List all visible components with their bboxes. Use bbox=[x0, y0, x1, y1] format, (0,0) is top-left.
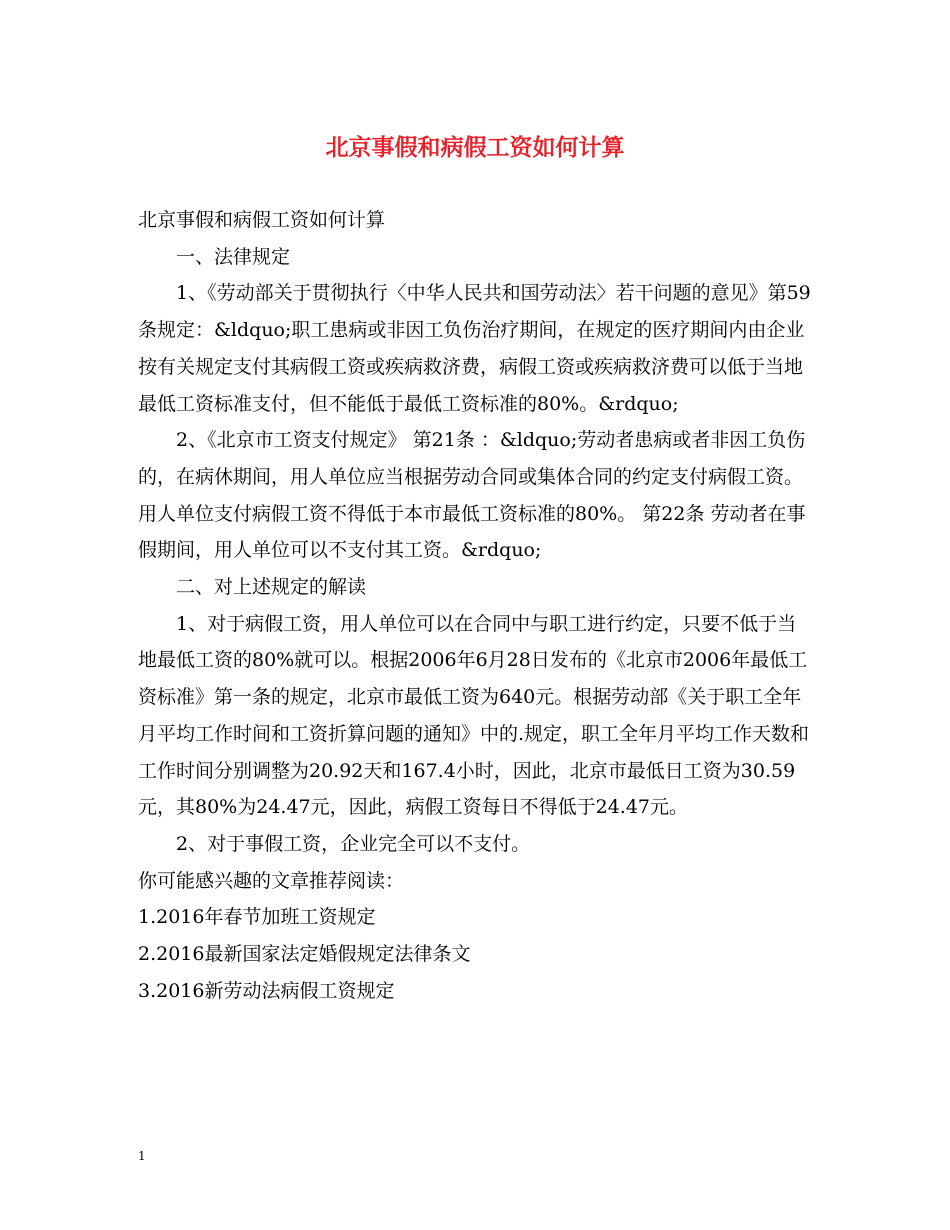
paragraph-beijing-wage-rules: 2、《北京市工资支付规定》 第21条 ：&ldquo;劳动者患病或者非因工负伤的，在病休期间，用人单位应当根据劳动合同或集体合同的约定支付病假工资。用人单位支付病假工资不得低于本市最低工资标准的80%。 第22条 劳动者在事假期间，用人单位可以不支付其工资。&rdquo; bbox=[138, 429, 806, 562]
paragraph-article-59: 1、《劳动部关于贯彻执行〈中华人民共和国劳动法〉若干问题的意见》第59条规定：&ldquo;职工患病或非因工负伤治疗期间，在规定的医疗期间内由企业按有关规定支付其病假工资或疾病救济费，病假工资或疾病救济费可以低于当地最低工资标准支付，但不能低于最低工资标准的80%。&rdquo; bbox=[138, 282, 811, 415]
document-body bbox=[138, 202, 812, 1009]
recommended-link-1[interactable]: 1.2016年春节加班工资规定 bbox=[138, 906, 376, 929]
page-number: 1 bbox=[138, 1149, 146, 1163]
paragraph-personal-leave-wage: 2、对于事假工资，企业完全可以不支付。 bbox=[176, 832, 531, 855]
recommended-reading-heading: 你可能感兴趣的文章推荐阅读： bbox=[138, 869, 405, 892]
section-heading-interpretation: 二、对上述规定的解读 bbox=[176, 576, 367, 599]
section-heading-legal-provisions: 一、法律规定 bbox=[176, 245, 291, 268]
recommended-link-3[interactable]: 3.2016新劳动法病假工资规定 bbox=[138, 979, 395, 1002]
recommended-link-2[interactable]: 2.2016最新国家法定婚假规定法律条文 bbox=[138, 943, 471, 966]
document-title: 北京事假和病假工资如何计算 bbox=[325, 134, 625, 161]
paragraph-heading: 北京事假和病假工资如何计算 bbox=[138, 209, 386, 231]
paragraph-sick-leave-wage: 1、对于病假工资，用人单位可以在合同中与职工进行约定，只要不低于当地最低工资的80%就可以。根据2006年6月28日发布的《北京市2006年最低工资标准》第一条的规定，北京市最低工资为640元。根据劳动部《关于职工全年月平均工作时间和工资折算问题的通知》中的.规定，职工全年月平均工作天数和工作时间分别调整为20.92天和167.4小时，因此，北京市最低日工资为30.59元，其80%为24.47元，因此，病假工资每日不得低于24.47元。 bbox=[138, 612, 810, 819]
